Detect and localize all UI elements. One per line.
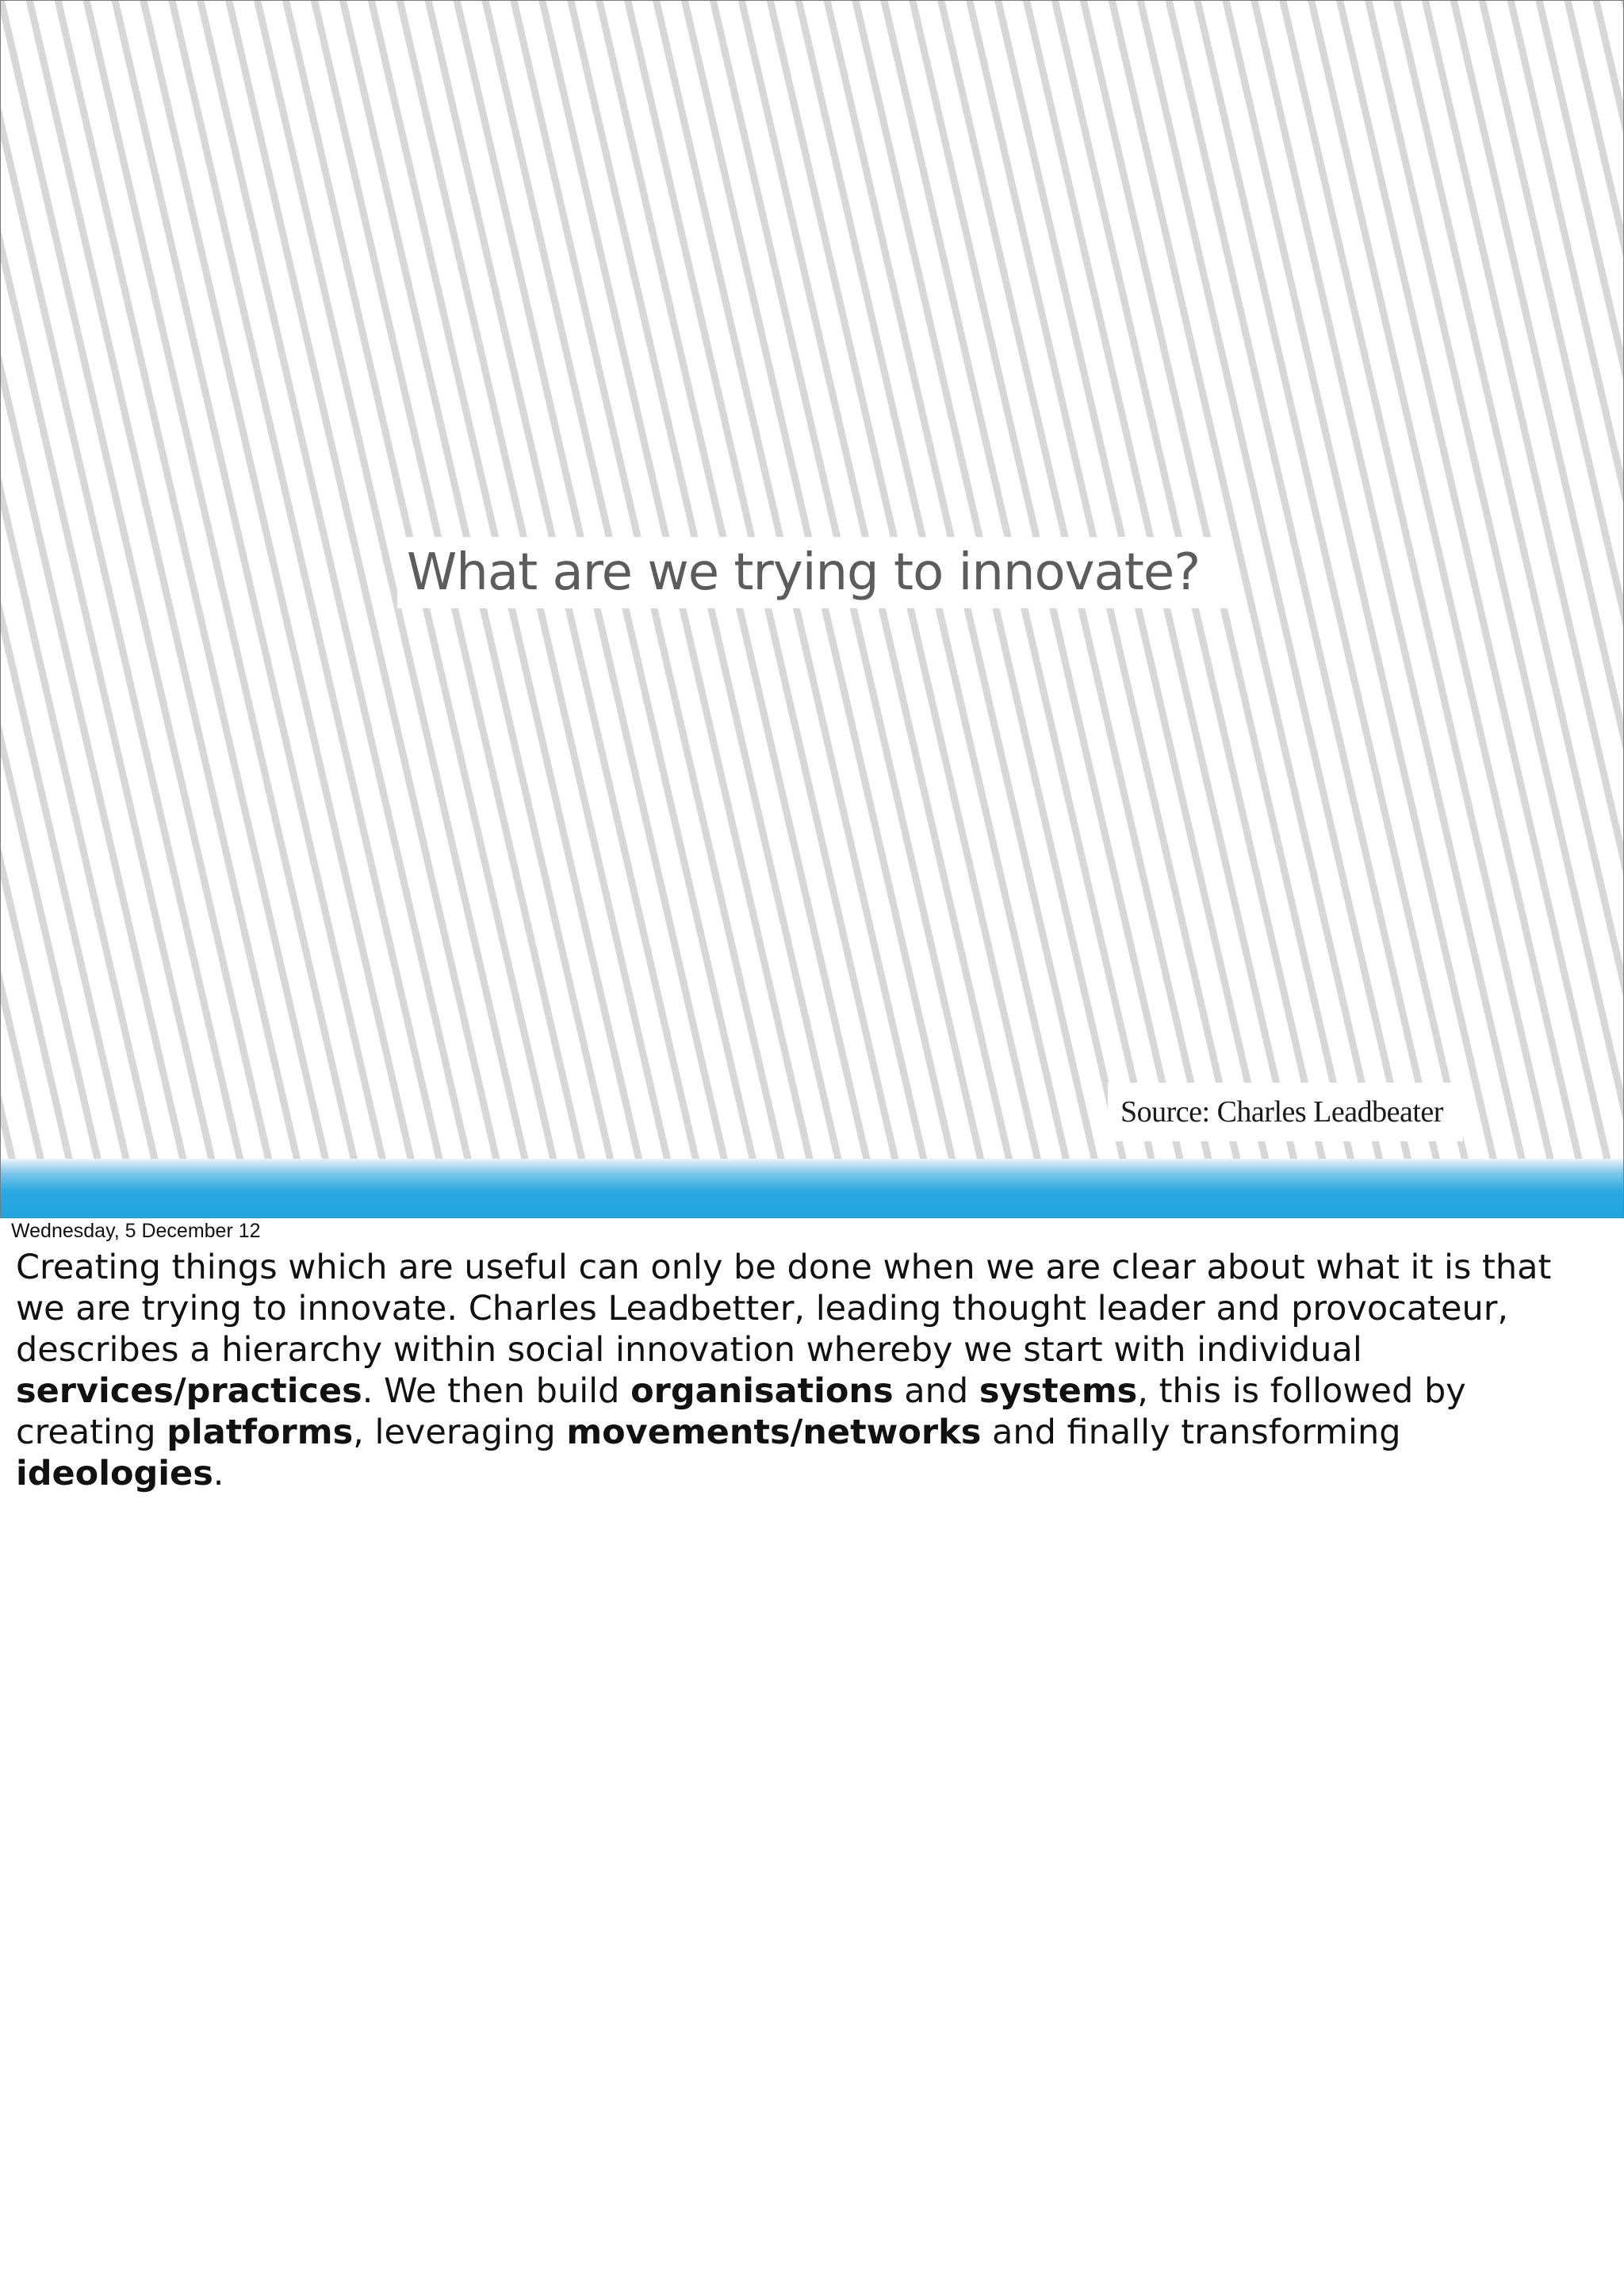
notes-segment: , leveraging: [353, 1413, 567, 1452]
notes-keyword: movements/networks: [566, 1413, 982, 1452]
notes-keyword: organisations: [630, 1371, 894, 1411]
slide-footer-bar: [1, 1159, 1623, 1217]
notes-segment: and finally transforming: [981, 1413, 1401, 1452]
notes-segment: . We then build: [362, 1371, 631, 1411]
speaker-notes: [16, 1247, 1610, 1494]
notes-segment: .: [213, 1454, 224, 1493]
notes-keyword: platforms: [167, 1413, 354, 1452]
notes-keyword: systems: [979, 1371, 1138, 1411]
notes-date: Wednesday, 5 December 12: [11, 1220, 261, 1242]
source-credit: Source: Charles Leadbeater: [1120, 1095, 1443, 1129]
source-box: [1108, 1083, 1463, 1141]
slide-title-box: [397, 537, 1228, 608]
notes-keyword: services/practices: [16, 1371, 362, 1411]
notes-segment: and: [893, 1371, 979, 1411]
notes-segment: , this is followed by creating: [16, 1371, 1466, 1452]
notes-keyword: ideologies: [16, 1454, 213, 1493]
slide-title: What are we trying to innovate?: [407, 543, 1201, 602]
notes-segment: Creating things which are useful can only be done when we are clear about what it is that we are trying to innovate. Charles Leadbetter, leading thought leader and provocateur, describes a hierarchy within social innovation whereby we start with individual: [16, 1248, 1552, 1370]
